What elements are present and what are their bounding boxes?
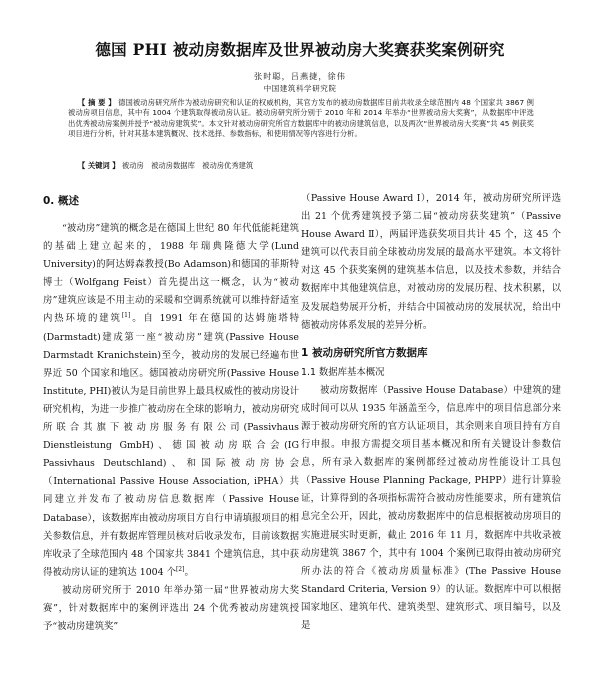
citation-2: [2] <box>175 565 185 573</box>
keywords-text: 被动房 被动房数据库 被动房优秀建筑 <box>121 161 254 170</box>
keywords-label: 【 关键词 】 <box>78 161 120 170</box>
paragraph-intro-end: 。 <box>184 566 194 578</box>
paragraph-award-continued: （Passive House Award Ⅰ），2014 年，被动房研究所评选出 21 个优秀建筑授予第二届“被动房获奖建筑”（Passive House Award Ⅱ），两届评选获奖项目共计 45 个，这 45 个建筑可以代表目前全球被动房发展的最高水平建筑。本文将针对这 45 个获奖案例的建筑基本信息，以及技术参数，并结合数据库中其他建筑信息，对被动房的发展历程、技术积累，以及发展趋势展开分析，并结合中国被动房的发展状况，给出中德被动房体系发展的差异分析。 <box>301 193 561 331</box>
abstract-block <box>68 98 534 140</box>
author-list: 张时聪，吕燕捷，徐伟 <box>254 71 346 81</box>
paragraph-intro <box>43 220 299 582</box>
paragraph-intro-tail: 。自 1991 年在德国的达姆施塔特(Darmstadt)建成第一座“被动房”建筑(Passive House Darmstadt Kranichstein)至今，被动房的发展已经遍布世界近 50 个国家和地区。德国被动房研究所(Passive House Institute, PHI)被认为是目前世界上最具权威性的被动房设计研究机构，为进一步推广被动房在全球的影响力，被动房研究所联合其旗下被动房服务有限公司(Passivhaus Dienstleistung GmbH)、德国被动房联合会(IG Passivhaus Deutschland)、和国际被动房协会（International Passive House Association, iPHA）共同建立并发布了被动房信息数据库（Passive House Database），该数据库由被动房项目方自行申请填报项目的相关参数信息，并有数据库管理员核对后收录发布，目前该数据库收录了全球范围内 48 个国家共 3841 个建筑信息，其中获得被动房认证的建筑达 1004 个 <box>43 313 299 578</box>
section-heading-database: 1 被动房研究所官方数据库 <box>301 346 428 359</box>
paragraph-intro-text: “被动房”建筑的概念是在德国上世纪 80 年代低能耗建筑的基础上建立起来的，1988 年瑞典隆德大学(Lund University)的阿达姆森教授(Bo Adamson)和德国的菲斯特博士（Wolfgang Feist）首先提出这一概念，认为“被动房”建筑应该是不用主动的采暖和空调系统就可以维持舒适室内热环境的建筑 <box>43 223 299 325</box>
subsection-heading-overview: 1.1 数据库基本概况 <box>301 366 385 378</box>
paragraph-database: 被动房数据库（Passive House Database）中建筑的建成时间可以从 1935 年涵盖至今，信息库中的项目信息部分来源于被动房研究所的官方认证项目，其余则来自项目持有方自行申报。申报方需提交项目基本概况和所有关键设计参数信息，所有录入数据库的案例都经过被动房性能设计工具包（Passive House Planning Package, PHPP）进行计算验证，计算得到的各项指标需符合被动房性能要求，所有建筑信息完全公开，因此，被动房数据库中的信息根据被动房项目的实施进展实时更新，截止 2016 年 11 月，数据库中共收录被动房建筑 3867 个，其中有 1004 个案例已取得由被动房研究所办法的符合《被动房质量标准》(The Passive House Standard Criteria, Version 9）的认证。数据库中可以根据国家地区、建筑年代、建筑类型、建筑形式、项目编号，以及是 <box>301 384 561 631</box>
citation-1: [1] <box>121 312 131 320</box>
affiliation: 中国建筑科学研究院 <box>263 84 337 93</box>
section-heading-overview: 0. 概述 <box>43 195 79 207</box>
abstract-label: 【 摘 要 】 <box>78 98 116 107</box>
abstract-text: 德国被动房研究所作为被动房研究和认证的权威机构，其官方发布的被动房数据库目前共收录全球范围内 48 个国家共 3867 例被动房项目信息，其中有 1004 个建筑取得被动房认证。被动房研究所分别于 2010 年和 2014 年举办“世界被动房大奖赛”，从数据库中评选出优秀被动房案例并授予“被动房建筑奖”。本文针对被动房研究所官方数据库中的被动房建筑信息，以及两次“世界被动房大奖赛”共 45 例获奖项目进行分析，针对其基本建筑概况、技术选择、参数指标，和使用情况等内容进行分析。 <box>68 98 534 139</box>
left-column <box>43 190 299 636</box>
keywords-block <box>68 161 534 171</box>
paragraph-award: 被动房研究所于 2010 年举办第一届“世界被动房大奖赛”，针对数据库中的案例评选出 24 个优秀被动房建筑授予“被动房建筑奖” <box>43 584 299 633</box>
right-column <box>301 190 561 635</box>
paper-title: 德国 PHI 被动房数据库及世界被动房大奖赛获奖案例研究 <box>95 40 505 59</box>
